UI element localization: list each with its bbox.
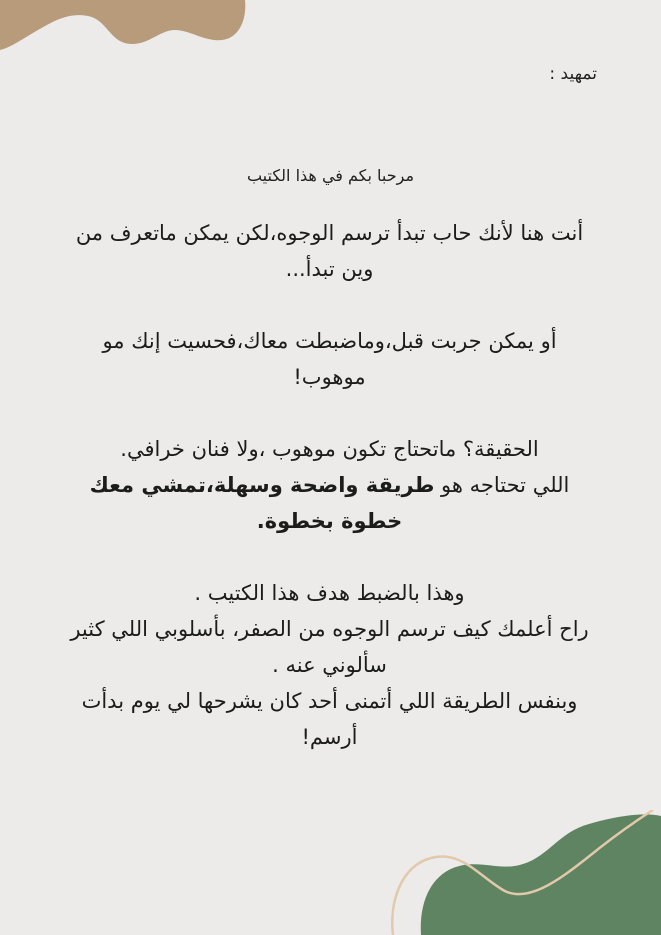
paragraph-4-line-3: وبنفس الطريقة اللي أتمنى أحد كان يشرحها لي يوم بدأت أرسم! <box>81 689 578 749</box>
paragraph-4 <box>64 575 595 755</box>
paragraph-3-bold-text: طريقة واضحة وسهلة،تمشي معك خطوة بخطوة. <box>89 473 435 533</box>
paragraph-3 <box>64 431 595 539</box>
welcome-title: مرحبا بكم في هذا الكتيب <box>246 166 415 185</box>
intro-heading: تمهيد : <box>549 64 597 84</box>
paragraph-3-line-1: الحقيقة؟ ماتحتاج تكون موهوب ،ولا فنان خرافي. <box>120 437 539 461</box>
paragraph-4-line-1: وهذا بالضبط هدف هذا الكتيب . <box>194 581 465 605</box>
paragraph-4-line-2: راح أعلمك كيف ترسم الوجوه من الصفر، بأسلوبي اللي كثير سألوني عنه . <box>70 617 589 677</box>
body-text <box>64 215 595 755</box>
paragraph-1: أنت هنا لأنك حاب تبدأ ترسم الوجوه،لكن يمكن ماتعرف من وين تبدأ... <box>75 221 584 281</box>
paragraph-3-line-2 <box>64 467 595 539</box>
paragraph-2: أو يمكن جربت قبل،وماضبطت معاك،فحسيت إنك مو موهوب! <box>102 329 557 389</box>
paragraph-3-line-2-prefix: اللي تحتاجه هو <box>434 473 570 497</box>
